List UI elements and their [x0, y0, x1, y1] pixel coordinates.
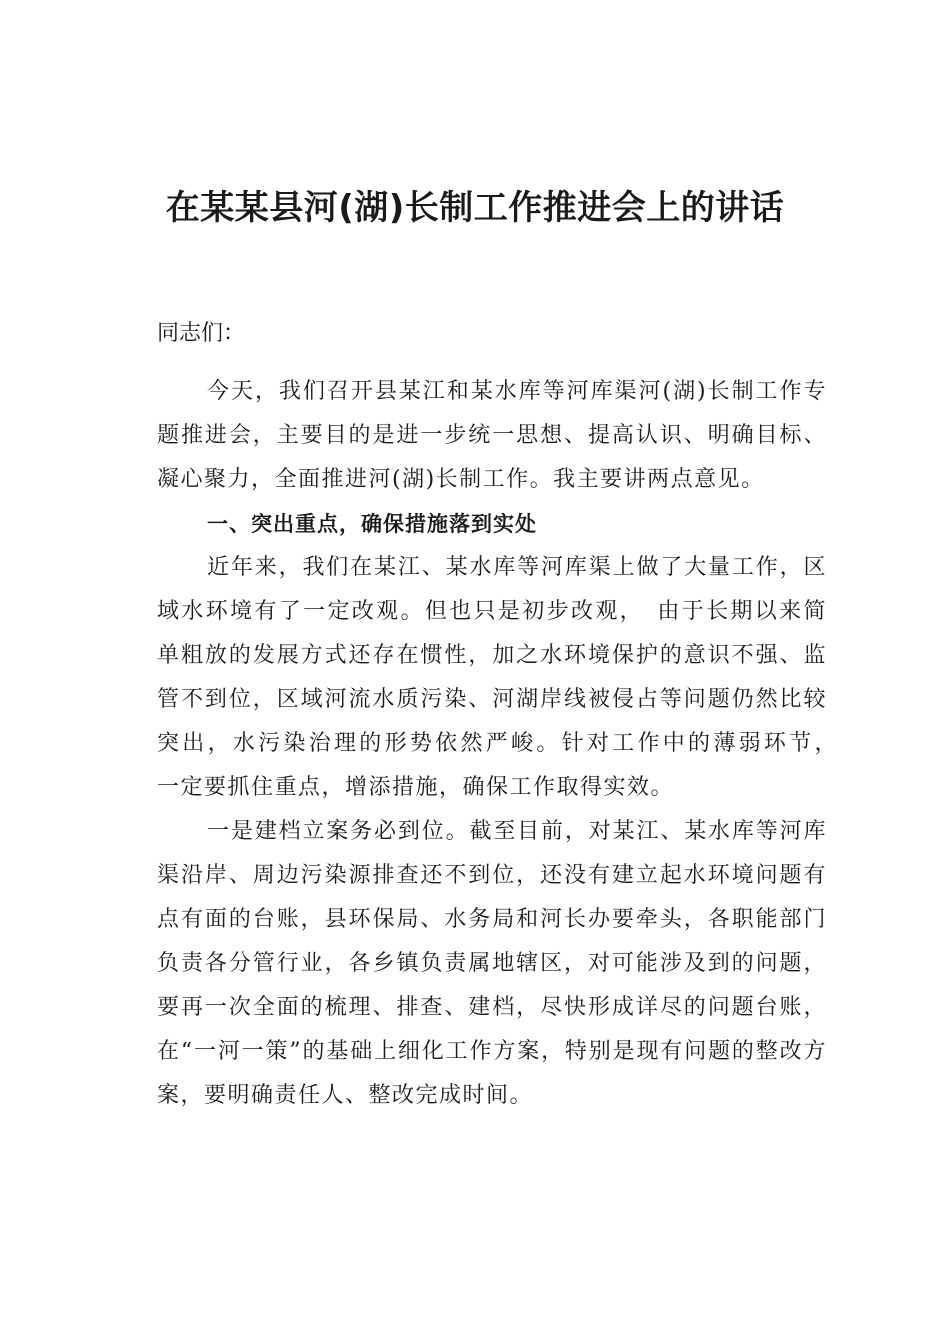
section-paragraph-2: 一是建档立案务必到位。截至目前，对某江、某水库等河库渠沿岸、周边污染源排查还不到位，还没有建立起水环境问题有点有面的台账，县环保局、水务局和河长办要牵头，各职能部门负责各分管行业，各乡镇负责属地辖区，对可能涉及到的问题，要再一次全面的梳理、排查、建档，尽快形成详尽的问题台账，在“一河一策”的基础上细化工作方案，特别是现有问题的整改方案，要明确责任人、整改完成时间。	[157, 819, 827, 1108]
section-heading: 一、突出重点，确保措施落到实处	[207, 512, 537, 536]
section-paragraph-1: 近年来，我们在某江、某水库等河库渠上做了大量工作，区域水环境有了一定改观。但也只是初步改观， 由于长期以来简单粗放的发展方式还存在惯性，加之水环境保护的意识不强、监管不到位，区域河流水质污染、河湖岸线被侵占等问题仍然比较突出，水污染治理的形势依然严峻。针对工作中的薄弱环节， 一定要抓住重点，增添措施，确保工作取得实效。	[157, 555, 851, 800]
salutation: 同志们：	[157, 321, 246, 346]
intro-paragraph: 今天，我们召开县某江和某水库等河库渠河(湖)长制工作专题推进会，主要目的是进一步统一思想、提高认识、明确目标、凝心聚力，全面推进河(湖)长制工作。我主要讲两点意见。	[157, 379, 827, 492]
document-body	[157, 312, 851, 1118]
document-title: 在某某县河(湖)长制工作推进会上的讲话	[165, 188, 785, 228]
